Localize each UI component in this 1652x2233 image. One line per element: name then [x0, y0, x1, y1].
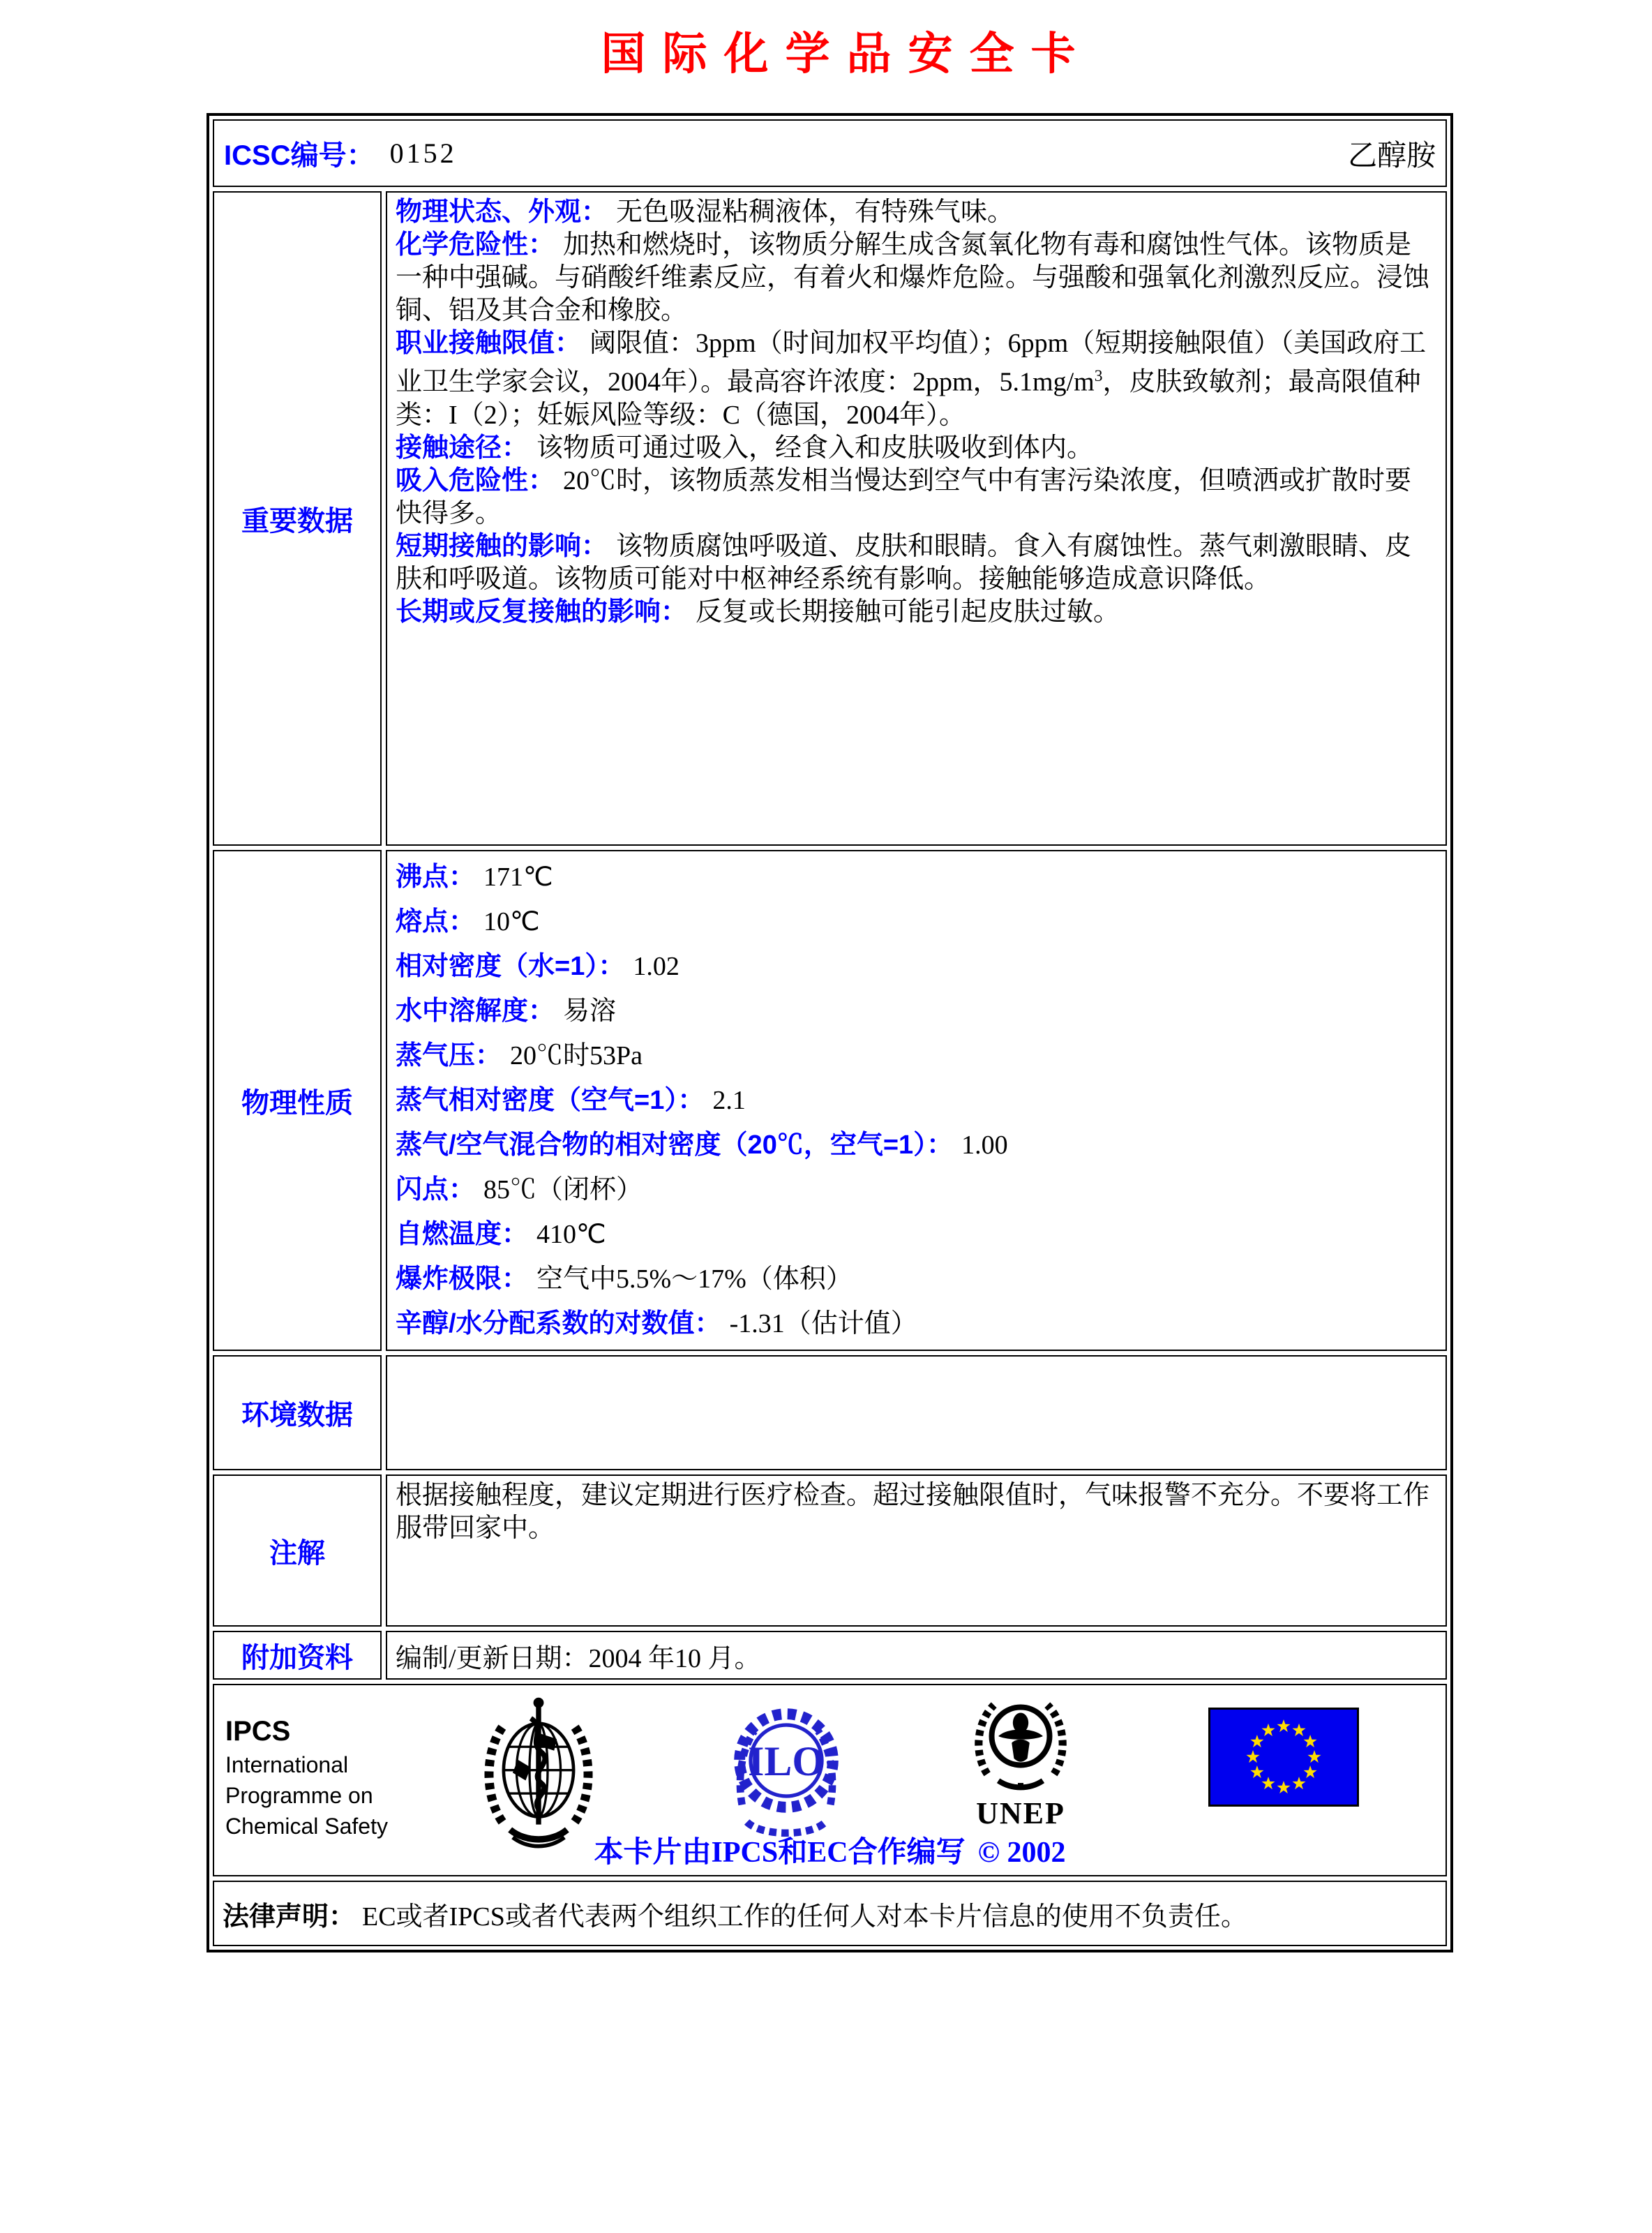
chemical-danger-para — [396, 229, 1437, 327]
eu-flag-icon — [1208, 1708, 1359, 1810]
legal-label: 法律声明： — [223, 1902, 356, 1932]
vapor-air-mixture-density-row: 蒸气/空气混合物的相对密度（20℃，空气=1）： 1.00 — [396, 1130, 1008, 1160]
physical-properties-row — [213, 850, 1447, 1351]
exposure-route-label: 接触途径： — [396, 433, 529, 463]
flash-point-row: 闪点： 85℃（闭杯） — [396, 1175, 643, 1204]
physical-state-para — [396, 196, 1437, 229]
legal-row — [213, 1881, 1447, 1946]
occupational-limit-para — [396, 327, 1437, 432]
long-term-effect-para — [396, 596, 1437, 629]
short-term-effect-label: 短期接触的影响： — [396, 531, 608, 561]
unep-logo-icon — [965, 1689, 1076, 1830]
physical-state-text: 无色吸湿粘稠液体，有特殊气味。 — [616, 197, 1014, 227]
exposure-route-text: 该物质可通过吸入，经食入和皮肤吸收到体内。 — [536, 433, 1094, 463]
chemical-name: 乙醇胺 — [1347, 140, 1436, 172]
occupational-limit-label: 职业接触限值： — [396, 329, 582, 358]
vapor-pressure-row: 蒸气压： 20℃时53Pa — [396, 1041, 643, 1070]
boiling-point-row: 沸点： 171℃ — [396, 862, 553, 892]
ipcs-title: IPCS — [225, 1716, 291, 1747]
page-title: 国际化学品安全卡 — [601, 29, 1092, 79]
long-term-effect-label: 长期或反复接触的影响： — [396, 597, 688, 627]
additional-info-row — [213, 1631, 1447, 1680]
icsc-number-value: 0152 — [389, 137, 457, 169]
inhalation-risk-label: 吸入危险性： — [396, 465, 555, 495]
inhalation-risk-para — [396, 465, 1437, 530]
notes-row — [213, 1474, 1447, 1627]
chemical-danger-label: 化学危险性： — [396, 230, 555, 260]
environmental-data-section-label: 环境数据 — [213, 1355, 382, 1470]
notes-text: 根据接触程度，建议定期进行医疗检查。超过接触限值时，气味报警不充分。不要将工作服带回家中。 — [396, 1481, 1430, 1543]
occupational-limit-text: 阈限值：3ppm（时间加权平均值）；6ppm（短期接触限值）（美国政府工业卫生学家会议，2004年）。最高容许浓度：2ppm，5.1mg/m — [396, 329, 1427, 397]
header-row — [213, 119, 1447, 187]
occupational-limit-text2: ，皮肤致敏剂；最高限值种类：I（2）；妊娠风险等级：C（德国，2004年）。 — [396, 367, 1421, 430]
physical-properties-content — [386, 850, 1447, 1351]
additional-info-content — [386, 1631, 1447, 1680]
vapor-density-row: 蒸气相对密度（空气=1）： 2.1 — [396, 1086, 746, 1115]
physical-state-label: 物理状态、外观： — [396, 197, 608, 227]
copyright-text: © 2002 — [977, 1837, 1066, 1869]
notes-content — [386, 1474, 1447, 1627]
legal-cell — [213, 1881, 1447, 1946]
environmental-data-content — [386, 1355, 1447, 1470]
superscript-3: 3 — [1094, 367, 1103, 385]
exposure-route-para — [396, 432, 1437, 465]
logos-row — [213, 1684, 1447, 1876]
inhalation-risk-text: 20℃时，该物质蒸发相当慢达到空气中有害污染浓度，但喷洒或扩散时要快得多。 — [396, 465, 1412, 528]
legal-text: EC或者IPCS或者代表两个组织工作的任何人对本卡片信息的使用不负责任。 — [362, 1902, 1247, 1932]
icsc-number-label: ICSC编号： — [224, 140, 375, 171]
svg-text:ILO: ILO — [748, 1738, 825, 1785]
important-data-section-label: 重要数据 — [213, 191, 382, 846]
autoignition-temp-row: 自燃温度： 410℃ — [396, 1220, 606, 1249]
logos-cell — [213, 1684, 1447, 1876]
important-data-content — [386, 191, 1447, 846]
chemical-danger-text: 加热和燃烧时，该物质分解生成含氮氧化物有毒和腐蚀性气体。该物质是一种中强碱。与硝酸纤维素反应，有着火和爆炸危险。与强酸和强氧化剂激烈反应。浸蚀铜、铝及其合金和橡胶。 — [396, 230, 1430, 325]
ipcs-text-block: IPCS International Programme on Chemical Safety — [225, 1713, 388, 1842]
credit-text: 本卡片由IPCS和EC合作编写 — [594, 1837, 966, 1869]
notes-section-label: 注解 — [213, 1474, 382, 1627]
relative-density-row: 相对密度（水=1）： 1.02 — [396, 952, 679, 981]
header-cell — [213, 119, 1447, 187]
environmental-data-row — [213, 1355, 1447, 1470]
octanol-water-coefficient-row: 辛醇/水分配系数的对数值： -1.31（估计值） — [396, 1309, 917, 1338]
unep-logo-label: UNEP — [976, 1796, 1065, 1830]
credit-line — [214, 1829, 1446, 1871]
additional-info-section-label: 附加资料 — [213, 1631, 382, 1680]
short-term-effect-text: 该物质腐蚀呼吸道、皮肤和眼睛。食入有腐蚀性。蒸气刺激眼睛、皮肤和呼吸道。该物质可能对中枢神经系统有影响。接触能够造成意识降低。 — [396, 531, 1412, 594]
long-term-effect-text: 反复或长期接触可能引起皮肤过敏。 — [696, 597, 1120, 627]
water-solubility-row: 水中溶解度： 易溶 — [396, 996, 617, 1026]
update-date-text: 编制/更新日期：2004 年10 月。 — [396, 1643, 761, 1673]
short-term-effect-para — [396, 530, 1437, 596]
icsc-table — [206, 113, 1453, 1952]
melting-point-row: 熔点： 10℃ — [396, 907, 540, 936]
explosive-limits-row: 爆炸极限： 空气中5.5%～17%（体积） — [396, 1264, 853, 1294]
important-data-row — [213, 191, 1447, 846]
physical-properties-section-label: 物理性质 — [213, 850, 382, 1351]
